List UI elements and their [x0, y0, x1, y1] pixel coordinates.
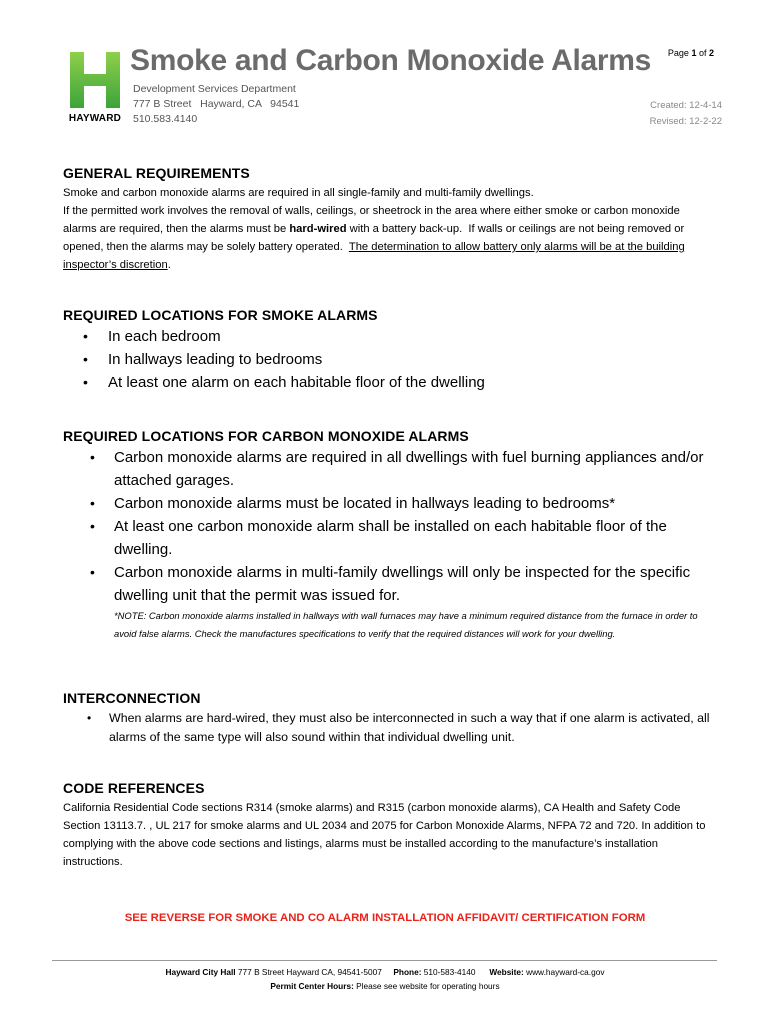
department-phone: 510.583.4140: [133, 113, 198, 125]
hayward-logo: [66, 50, 124, 122]
general-requirements-section: [63, 165, 713, 274]
page-number: Page 1 of 2: [667, 48, 714, 58]
footer-hours: Permit Center Hours: Please see website for operating hours: [270, 981, 500, 991]
general-paragraph-2: If the permitted work involves the removal of walls, ceilings, or sheetrock in the area where either smoke or carbon monoxide alarms are required, then the alarms must be hard-wired with a battery back-up. If walls or ceilings are not being removed or opened, then the alarms may be solely battery operated. The determination to allow battery only alarms will be at the building inspector’s discretion.: [63, 205, 688, 271]
code-paragraph: California Residential Code sections R314 (smoke alarms) and R315 (carbon monoxide alarms), CA Health and Safety Code Section 13113.7. , UL 217 for smoke alarms and UL 2034 and 2075 for Carbon Monoxide Alarms, NFPA 72 and 720. In addition to complying with the above code sections and listings, alarms must be installed according to the manufacture’s installation instructions.: [63, 802, 706, 868]
footer: [0, 965, 770, 993]
interconnection-heading: INTERCONNECTION: [63, 690, 201, 706]
logo-label: HAYWARD: [68, 113, 122, 124]
list-item: • In hallways leading to bedrooms: [63, 348, 713, 371]
list-item: • At least one carbon monoxide alarm shall be installed on each habitable floor of the dwelling.: [63, 515, 713, 561]
smoke-list: [63, 325, 713, 394]
co-list: [63, 446, 713, 607]
footer-divider: [52, 960, 717, 961]
code-references-section: [63, 780, 713, 871]
footer-contact: Hayward City Hall 777 B Street Hayward CA, 94541-5007 Phone: 510-583-4140 Website: www.hayward-ca.gov: [165, 967, 605, 977]
smoke-alarms-section: [63, 307, 713, 394]
revised-date: Revised: 12-2-22: [649, 116, 722, 127]
general-paragraph-1: Smoke and carbon monoxide alarms are required in all single-family and multi-family dwellings.: [63, 187, 534, 199]
department-name: Development Services Department: [133, 83, 296, 95]
list-item: • When alarms are hard-wired, they must also be interconnected in such a way that if one alarm is activated, all alarms of the same type will also sound within that individual dwelling unit.: [63, 709, 713, 747]
list-item: • Carbon monoxide alarms in multi-family dwellings will only be inspected for the specific dwelling unit that the permit was issued for.: [63, 561, 713, 607]
interconnection-list: [63, 709, 713, 747]
interconnection-section: [63, 690, 713, 747]
list-item: • Carbon monoxide alarms are required in all dwellings with fuel burning appliances and/or attached garages.: [63, 446, 713, 492]
list-item: • Carbon monoxide alarms must be located in hallways leading to bedrooms*: [63, 492, 713, 515]
smoke-heading: REQUIRED LOCATIONS FOR SMOKE ALARMS: [63, 307, 378, 323]
code-heading: CODE REFERENCES: [63, 780, 205, 796]
reverse-side-notice: SEE REVERSE FOR SMOKE AND CO ALARM INSTALLATION AFFIDAVIT/ CERTIFICATION FORM: [124, 912, 646, 924]
created-date: Created: 12-4-14: [650, 100, 722, 111]
website-link[interactable]: www.hayward-ca.gov: [523, 967, 605, 977]
list-item: • In each bedroom: [63, 325, 713, 348]
co-alarms-section: [63, 428, 713, 643]
co-note: *NOTE: Carbon monoxide alarms installed in hallways with wall furnaces may have a minimum required distance from the furnace in order to avoid false alarms. Check the manufactures specifications to verify that the required distances will work for your dwelling.: [114, 610, 698, 639]
list-item: • At least one alarm on each habitable floor of the dwelling: [63, 371, 713, 394]
revision-dates: [650, 98, 722, 130]
co-heading: REQUIRED LOCATIONS FOR CARBON MONOXIDE ALARMS: [63, 428, 469, 444]
department-block: [133, 82, 299, 127]
department-address: 777 B Street Hayward, CA 94541: [133, 98, 300, 110]
page-title: Smoke and Carbon Monoxide Alarms: [130, 44, 652, 77]
general-heading: GENERAL REQUIREMENTS: [63, 165, 250, 181]
